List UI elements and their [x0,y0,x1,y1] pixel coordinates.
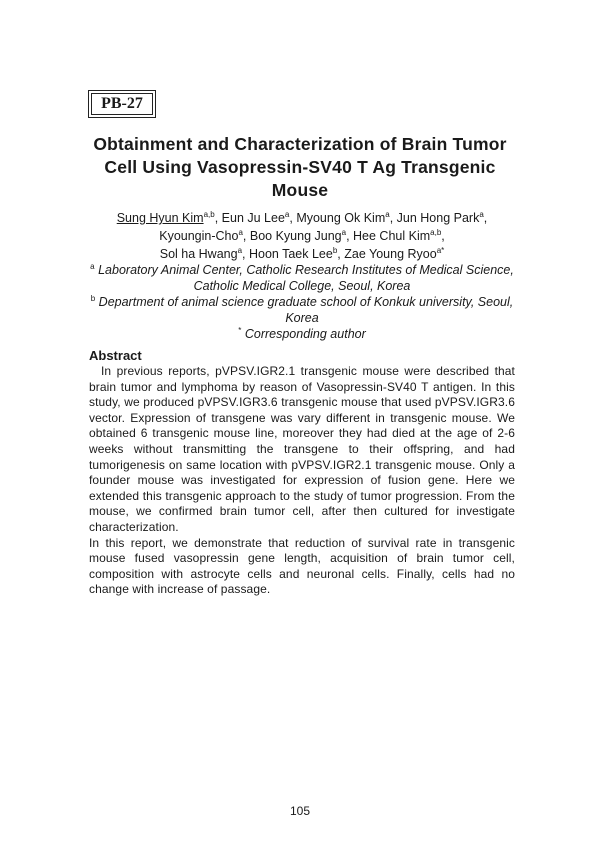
affiliation-item [88,262,516,294]
paper-title: Obtainment and Characterization of Brain Tumor Cell Using Vasopressin-SV40 T Ag Transgenic Mouse [93,134,507,200]
affiliation-mark: * [238,326,242,335]
author-name: Sung Hyun Kim [116,211,204,225]
author-name: Eun Ju Lee [221,211,285,225]
affiliation-mark: b [90,294,96,303]
affiliation-item [88,294,516,326]
author-name: Hoon Taek Lee [248,247,333,261]
affiliation-text: Corresponding author [244,327,366,341]
author-name: Hee Chul Kim [353,229,431,243]
author-affiliation-mark: a [385,210,390,219]
author-affiliation-mark: a [284,210,290,219]
author-affiliation-mark: a [238,228,243,237]
abstract-paragraph: In this report, we demonstrate that reduction of survival rate in transgenic mouse fused vasopressin gene length, acquisition of brain tumor cell, composition with astrocyte cells and neuronal cells. Finally, cells had no change with increase of passage. [89,535,515,597]
author-list: Sung Hyun Kim$^{a,b}$, Eun Ju Lee$^a$, Myoung Ok Kim$^a$, Jun Hong Park$^a$, Kyoungin-Cho$^a$, Boo Kyung Jung$^a$, Hee Chul Kim$^{a,b}$, Sol ha Hwang$^a$, Hoon Taek Lee$^b$, Zae Young Ryoo$^{a*}$ [116,210,488,261]
page-number: 105 [289,804,311,818]
author-affiliation-mark: b [332,246,338,255]
abstract-heading: Abstract [89,348,142,363]
affiliation-text: Department of animal science graduate school of Konkuk university, Seoul, Korea [98,295,514,325]
author-name: Sol ha Hwang [159,247,238,261]
affiliation-mark: a [90,262,95,271]
abstract-paragraph: In previous reports, pVPSV.IGR2.1 transgenic mouse were described that brain tumor and lymphoma by reason of Vasopressin-SV40 T antigen. In this study, we produced pVPSV.IGR3.6 transgenic mouse that used pVPSV.IGR3.6 vector. Expression of transgene was vary different in transgenic mouse. We obtained 6 transgenic mouse line, moreover they had died at the age of 2-6 weeks without transmitting the transgene to their offspring, and had tumorigenesis on same location with pVPSV.IGR2.1 transgenic mouse. Only a founder mouse was investigated for expression of fusion gene. Here we extended this transgenic approach to the study of tumor progression. From the mouse, we confirmed brain tumor cell, after then cultured for investigate characterization. [89,364,515,534]
author-affiliation-mark: a [341,228,347,237]
author-name: Zae Young Ryoo [344,247,437,261]
affiliation-item [88,326,516,342]
author-affiliation-mark: a,b [430,228,442,237]
author-affiliation-mark: a,b [203,210,215,219]
author-affiliation-mark: a [237,246,243,255]
abstract-code-label: PB-27 [91,93,153,115]
author-affiliation-mark: a [479,210,484,219]
author-name: Kyoungin-Cho [159,229,239,243]
abstract-body [89,364,515,598]
affiliation-list [88,262,516,342]
affiliation-text: Laboratory Animal Center, Catholic Research Institutes of Medical Science, Catholic Medical College, Seoul, Korea [98,263,514,293]
author-name: Boo Kyung Jung [249,229,342,243]
author-name: Jun Hong Park [396,211,480,225]
author-affiliation-mark: a* [436,246,445,255]
author-name: Myoung Ok Kim [296,211,386,225]
